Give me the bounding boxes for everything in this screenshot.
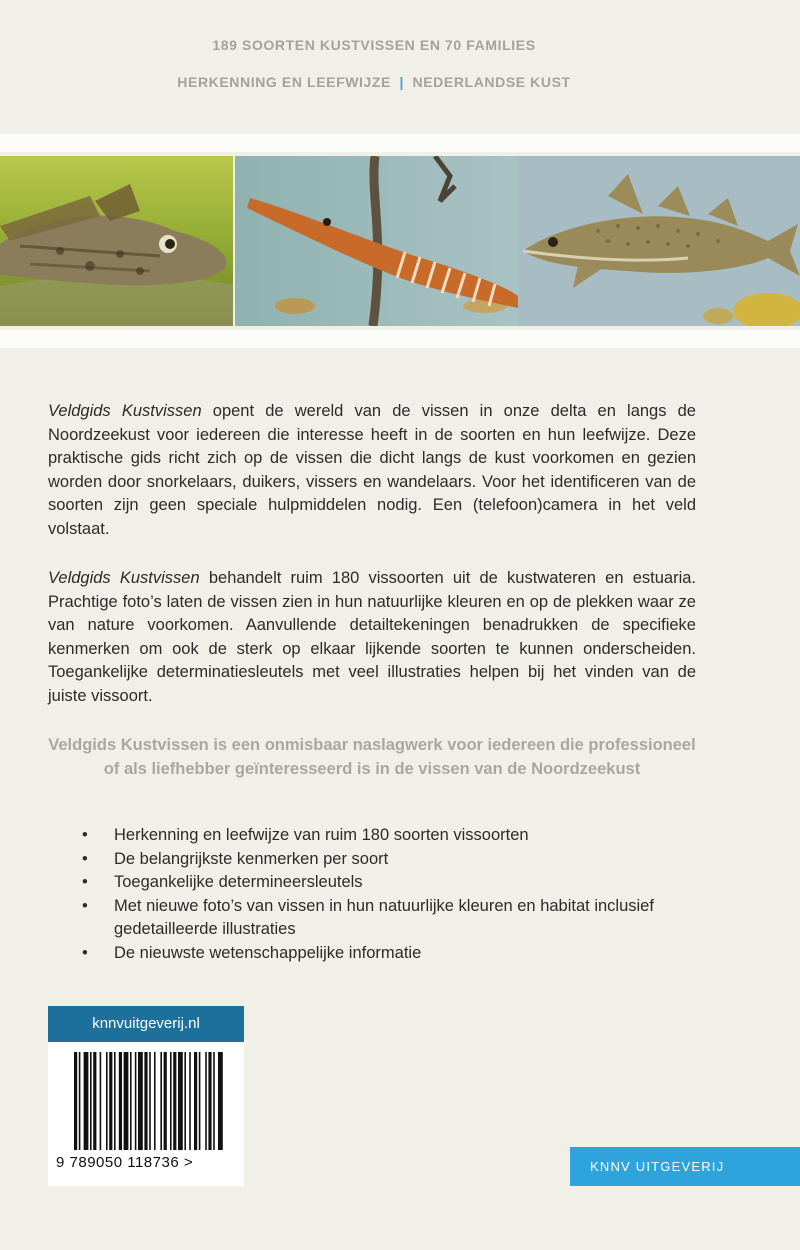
bullet-icon: • — [82, 896, 88, 915]
list-item: • De nieuwste wetenschappelijke informatie — [48, 942, 696, 966]
barcode-bar — [135, 1052, 137, 1150]
list-item: • De belangrijkste kenmerken per soort — [48, 848, 696, 872]
barcode-bar — [194, 1052, 197, 1150]
description-paragraph-2 — [48, 567, 696, 708]
barcode-bar — [189, 1052, 191, 1150]
bullet-icon: • — [82, 873, 88, 891]
barcode-bar — [144, 1052, 147, 1150]
feature-list — [48, 824, 696, 965]
description-paragraph-1 — [48, 400, 696, 541]
pipefish-photo — [235, 156, 518, 326]
highlight-callout: Veldgids Kustvissen is een onmisbaar naslagwerk voor iedereen die professioneel of als liefhebber geïnteresseerd is in de vissen van de Noordzeekust — [48, 736, 696, 778]
barcode-bar — [173, 1052, 176, 1150]
list-item: • Toegankelijke determineersleutels — [48, 871, 696, 895]
goby-photo — [0, 156, 233, 326]
barcode-bar — [208, 1052, 211, 1150]
bullet-icon: • — [82, 826, 88, 844]
barcode-bar — [164, 1052, 167, 1150]
paragraph-1-text: opent de wereld van de vissen in onze delta en langs de Noordzeekust voor iedereen die interesse heeft in de soorten en hun leefwijze. Deze praktische gids richt zich op de vissen die dicht langs de kust voorkomen en gezien worden door snorkelaars, duikers, vissers en wandelaars. Voor het identificeren van de soorten zijn geen speciale hulpmiddelen nodig. Een (telefoon)camera in het veld volstaat. — [48, 402, 696, 538]
publisher-label: KNNV UITGEVERIJ — [570, 1147, 800, 1186]
barcode-bar — [199, 1052, 201, 1150]
barcode-icon — [48, 1042, 244, 1154]
barcode-bar — [184, 1052, 186, 1150]
list-item: • Herkenning en leefwijze van ruim 180 soorten vissoorten — [48, 824, 696, 848]
photo-strip — [0, 156, 800, 326]
barcode-bar — [149, 1052, 151, 1150]
barcode-bar — [218, 1052, 223, 1150]
barcode-bar — [154, 1052, 156, 1150]
isbn-barcode — [48, 1042, 244, 1186]
barcode-bar — [213, 1052, 215, 1150]
barcode-bar — [170, 1052, 172, 1150]
book-title-italic: Veldgids Kustvissen — [48, 569, 200, 587]
cover-header — [0, 0, 800, 130]
barcode-bar — [100, 1052, 102, 1150]
book-title-italic: Veldgids Kustvissen — [48, 402, 202, 420]
website-link[interactable]: knnvuitgeverij.nl — [48, 1006, 244, 1042]
divider-band-top — [0, 134, 800, 152]
bullet-icon: • — [82, 943, 88, 962]
subtitle-heading — [0, 74, 748, 90]
subtitle-separator: | — [399, 74, 405, 90]
bullet-icon: • — [82, 849, 88, 868]
barcode-bar — [106, 1052, 108, 1150]
barcode-bar — [93, 1052, 96, 1150]
barcode-bar — [79, 1052, 81, 1150]
paragraph-2-text: behandelt ruim 180 vissoorten uit de kustwateren en estuaria. Prachtige foto’s laten de vissen zien in hun natuurlijke kleuren en op de plekken waar ze van nature voorkomen. Aanvullende detailtekeningen benadrukken de specifieke kenmerken om ook de sterk op elkaar lijkende soorten te kunnen onderscheiden. Toegankelijke determinatiesleutels met veel illustraties helpen bij het vinden van de juiste vissoort. — [48, 569, 696, 705]
barcode-bar — [114, 1052, 116, 1150]
isbn-number: 9 789050 118736 > — [56, 1154, 194, 1171]
barcode-bar — [109, 1052, 112, 1150]
barcode-bar — [138, 1052, 143, 1150]
barcode-bar — [84, 1052, 89, 1150]
barcode-bar — [178, 1052, 183, 1150]
barcode-bar — [90, 1052, 92, 1150]
barcode-bar — [119, 1052, 122, 1150]
barcode-bar — [74, 1052, 77, 1150]
barcode-bar — [205, 1052, 207, 1150]
subtitle-left: HERKENNING EN LEEFWIJZE — [177, 74, 391, 90]
barcode-bar — [124, 1052, 129, 1150]
divider-band-bottom — [0, 330, 800, 348]
list-item: • Met nieuwe foto’s van vissen in hun natuurlijke kleuren en habitat inclusief gedetailleerde illustraties — [82, 896, 654, 938]
cod-photo — [518, 156, 800, 326]
barcode-bar — [130, 1052, 132, 1150]
species-count-heading: 189 SOORTEN KUSTVISSEN EN 70 FAMILIES — [212, 37, 536, 53]
subtitle-right: NEDERLANDSE KUST — [412, 74, 571, 90]
barcode-bar — [160, 1052, 162, 1150]
